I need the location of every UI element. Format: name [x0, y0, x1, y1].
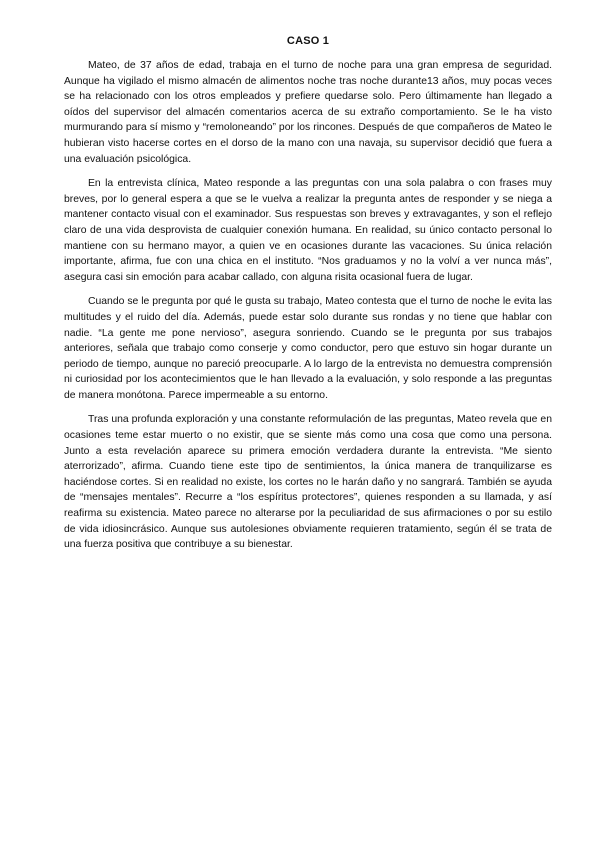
paragraph-1: Mateo, de 37 años de edad, trabaja en el turno de noche para una gran empresa de seguridad. Aunque ha vigilado el mismo almacén de alimentos noche tras noche durante13 años, muy pocas veces se ha relacionado con los otros empleados y prefiere quedarse solo. Pero últimamente han llegado a oídos del supervisor del almacén comentarios acerca de su extraño comportamiento. Se le ha visto murmurando para sí mismo y “remoloneando” por los rincones. Después de que compañeros de Mateo le hubieran visto hacerse cortes en el dorso de la mano con una navaja, su supervisor decidió que fuera a una evaluación psicológica. [64, 60, 552, 165]
paragraph-4: Tras una profunda exploración y una constante reformulación de las preguntas, Mateo revela que en ocasiones teme estar muerto o no existir, que se siente más como una cosa que como una persona. Junto a esta revelación aparece su primera emoción verdadera durante la entrevista. “Me siento aterrorizado”, afirma. Cuando tiene este tipo de sentimientos, la única manera de tranquilizarse es haciéndose cortes. Si en realidad no existe, los cortes no le harán daño y no sangrará. También se ayuda de “mensajes mentales”. Recurre a “los espíritus protectores”, quienes responden a su llamada, y así reafirma su existencia. Mateo parece no alterarse por la peculiaridad de sus afirmaciones o por su estilo de vida idiosincrásico. Aunque sus autolesiones obviamente requieren tratamiento, según él se trata de una fuerza positiva que contribuye a su bienestar. [64, 414, 552, 551]
case-title: CASO 1 [286, 35, 330, 47]
paragraph-2: En la entrevista clínica, Mateo responde a las preguntas con una sola palabra o con frases muy breves, por lo general espera a que se le vuelva a realizar la pregunta antes de responder y se niega a mantener contacto visual con el examinador. Sus respuestas son breves y extravagantes, y son el reflejo claro de una vida desprovista de cualquier conexión humana. En realidad, su único contacto personal lo mantiene con su hermano mayor, a quien ve en ocasiones durante las vacaciones. Su única relación importante, afirma, fue con una chica en el instituto. “Nos graduamos y no la volví a ver nunca más”, asegura casi sin emoción para acabar callado, con alguna risita ocasional fuera de lugar. [64, 178, 552, 283]
paragraph-3: Cuando se le pregunta por qué le gusta su trabajo, Mateo contesta que el turno de noche le evita las multitudes y el ruido del día. Además, puede estar solo durante sus rondas y no tiene que hablar con nadie. “La gente me pone nervioso”, asegura sonriendo. Cuando se le pregunta por sus trabajos anteriores, señala que trabajo como conserje y como conductor, pero que estuvo sin hogar durante un periodo de tiempo, aunque no pareció preocuparle. A lo largo de la entrevista no demuestra comprensión ni curiosidad por los acontecimientos que le han llevado a la evaluación, y solo responde a las preguntas de manera monótona. Parece impermeable a su entorno. [64, 296, 552, 401]
document-page [64, 34, 552, 562]
